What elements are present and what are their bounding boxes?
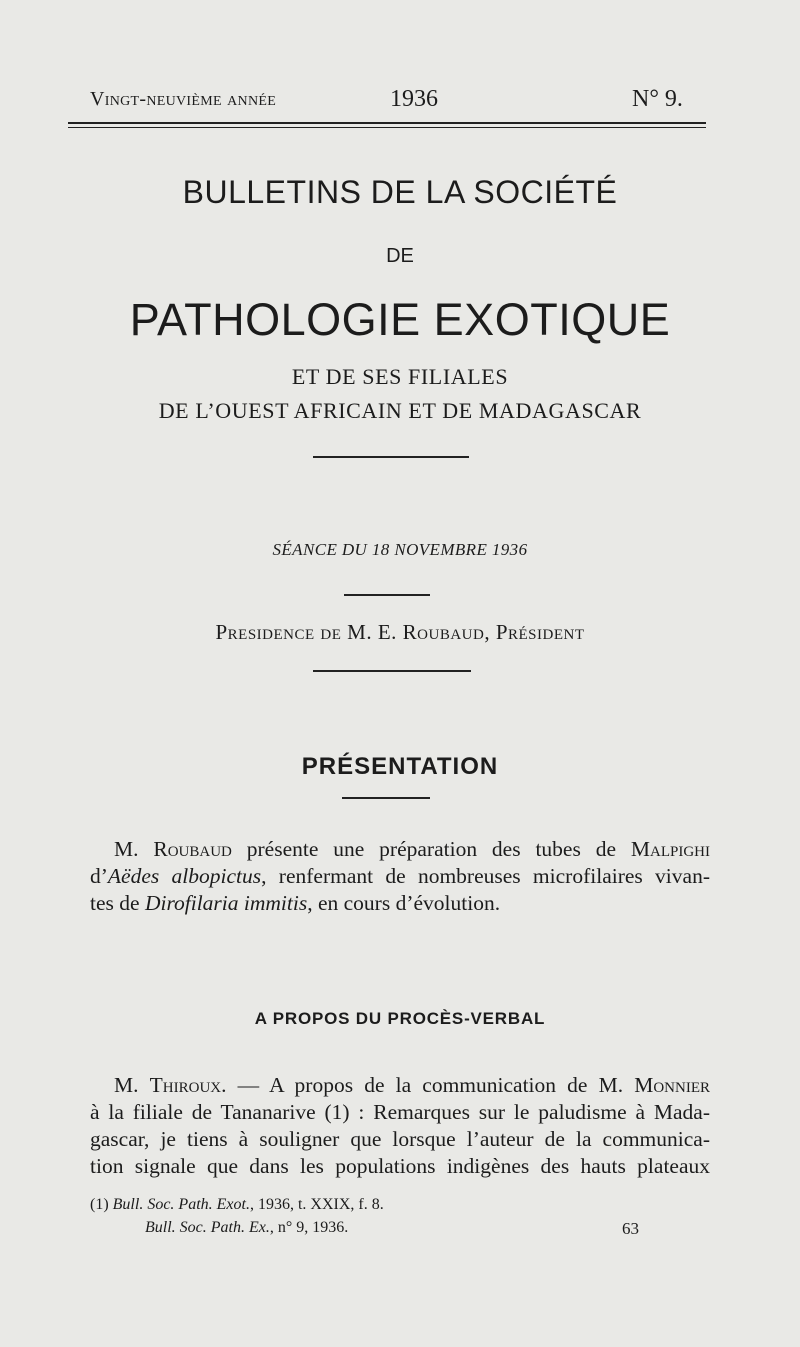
footnote-line1: [90, 1196, 384, 1214]
paragraph-line: [90, 890, 710, 917]
running-header-issue: N° 9.: [632, 86, 683, 112]
paragraph-line: [90, 1072, 710, 1099]
presidence-line: Presidence de M. E. Roubaud, Président: [215, 620, 585, 644]
author-name: Thiroux: [149, 1073, 222, 1097]
author-name: Roubaud: [153, 837, 232, 861]
seance-divider: [344, 594, 430, 596]
species-name: Dirofilaria immitis: [144, 891, 308, 915]
footnote-citation: Bull. Soc. Path. Exot.: [112, 1196, 250, 1213]
text-run: tes de: [90, 891, 145, 915]
paragraph-line: tion signale que dans les populations indigènes des hauts plateaux: [90, 1154, 710, 1178]
text-run: , en cours d’évolution.: [307, 891, 501, 915]
journal-title-line1: BULLETINS DE LA SOCIÉTÉ: [182, 174, 618, 210]
section-heading-a-propos: A PROPOS DU PROCÈS-VERBAL: [254, 1009, 546, 1028]
footnote-citation-detail: , 1936, t. XXIX, f. 8.: [249, 1196, 384, 1213]
journal-subtitle-line1: ET DE SES FILIALES: [291, 364, 509, 389]
text-run: , renfermant de nombreuses microfilaires vivan-: [261, 864, 710, 888]
presentation-divider: [342, 797, 430, 799]
presentation-paragraph: [90, 836, 710, 917]
section-heading-presentation: PRÉSENTATION: [301, 753, 499, 780]
running-header-volume: Vingt-neuvième année: [90, 88, 277, 110]
paragraph-line: [90, 863, 710, 890]
seance-date: SÉANCE DU 18 NOVEMBRE 1936: [272, 540, 528, 559]
author-name: Monnier: [634, 1073, 710, 1097]
author-name: Malpighi: [630, 837, 711, 861]
journal-title-main: PATHOLOGIE EXOTIQUE: [129, 294, 671, 345]
text-run: d’: [90, 864, 108, 888]
text-run: . — A propos de la communication de M.: [221, 1073, 635, 1097]
footnote-citation: Bull. Soc. Path. Ex.: [145, 1219, 270, 1236]
a-propos-paragraph: [90, 1072, 710, 1180]
footnote-citation-detail: , n° 9, 1936.: [269, 1219, 349, 1236]
footnote-line2: [145, 1219, 348, 1237]
header-rule-top: [68, 122, 706, 124]
text-run: M.: [114, 837, 154, 861]
text-run: présente une préparation des tubes de: [231, 837, 631, 861]
paragraph-line: gascar, je tiens à souligner que lorsque l’auteur de la communica-: [90, 1127, 710, 1151]
running-header-year: 1936: [390, 86, 438, 112]
species-name: Aëdes albopictus: [107, 864, 262, 888]
header-rule-bottom: [68, 127, 706, 128]
journal-title-de: DE: [386, 245, 414, 267]
journal-subtitle-line2: DE L’OUEST AFRICAIN ET DE MADAGASCAR: [158, 398, 642, 423]
title-divider: [313, 456, 469, 458]
presidence-divider: [313, 670, 471, 672]
page-number: 63: [622, 1219, 639, 1238]
paragraph-line: à la filiale de Tananarive (1) : Remarques sur le paludisme à Mada-: [90, 1100, 710, 1124]
text-run: M.: [114, 1073, 150, 1097]
footnote-marker: (1): [90, 1196, 113, 1213]
paragraph-line: [90, 836, 710, 863]
